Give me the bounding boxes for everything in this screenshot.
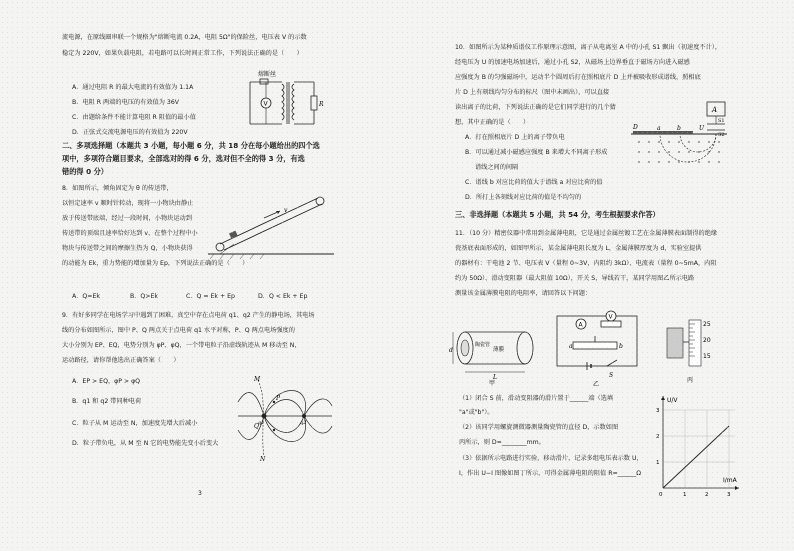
y-tick: 3 (656, 408, 660, 414)
film-label: 薄膜 (493, 347, 505, 353)
caption-bing: 丙 (687, 377, 694, 384)
text-line: 流电源，在原线圈串联一个规格为"熔断电流 0.2A，电阻 5Ω"的保险丝，电压表 V 的示数 (62, 34, 307, 41)
y-axis-label: U/V (667, 397, 678, 404)
y-tick: 2 (656, 434, 660, 440)
point-p-label: P (276, 395, 281, 402)
q8-line: 的动能为 Ek，重力势能的增加量为 Ep，下列说法正确的是（ ） (62, 260, 249, 267)
x-tick: 0 (659, 492, 663, 498)
chamber-a-label: A (712, 106, 718, 114)
section-2-heading-cont: 项中，多项符合题目要求，全部选对的得 6 分，选对但不全的得 3 分，有选 (62, 154, 305, 163)
q11-line: 测量该金属薄膜电阻的电阻率，请回答以下问题： (455, 290, 592, 297)
q10-line: 经电压为 U 的加速电场加速后，通过小孔 S2，从磁场上边界垂直于磁场方向进入磁感 (455, 59, 690, 66)
voltage-u-label: U (699, 125, 705, 132)
micrometer-figure (665, 316, 725, 386)
q10-line: 10．如图所示为某种质谱仪工作原理示意图，离子从电离室 A 中的小孔 S1 飘出（初速度不计）， (455, 44, 722, 51)
plate-d-label: D (633, 124, 638, 131)
q8-line: 传送带的顶端且速率恰好达到 v，在整个过程中小 (62, 230, 198, 237)
q10-option-a: A．打在照相底片 D 上的离子带负电 (465, 134, 565, 141)
line-b-label: b (677, 125, 681, 132)
q10-option-b: B．可以通过减小磁感应强度 B 来增大不同离子形成 (465, 149, 608, 156)
q11-sub: （1）闭合 S 前，滑动变阻器的滑片置于______端（选填 (459, 395, 614, 402)
q9-line: 大小分别为 EP、EQ，电势分别为 φP、φQ，一个带电粒子沿虚线轨迹从 M 移动至 N， (62, 342, 301, 349)
slit-s2-label: S2 (718, 132, 725, 138)
q11-sub: （2）该同学用螺旋测微器测量陶瓷管的直径 D，示数如图 (459, 424, 619, 431)
right-page (397, 0, 794, 551)
q9-line: 9．有好多同学在电场学习中遇到了困难，真空中存在点电荷 q1、q2 产生的静电场，其电场 (62, 312, 315, 319)
point-m-label: M (254, 376, 261, 383)
section-2-heading: 二、多项选择题（本题共 3 小题，每小题 6 分，共 18 分在每小题给出的四个选 (62, 141, 320, 150)
q10-line: 应强度为 B 的匀强磁场中，运动半个圆周后打在照相底片 D 上并被吸收形成谱线，照相底 (455, 74, 701, 81)
option-a: A．通过电阻 R 的最大电流的有效值为 1.1A (72, 84, 194, 91)
ceramic-label: 陶瓷管 (475, 342, 491, 348)
charge-q2-label: q2 (300, 420, 307, 426)
q8-option-d: D．Q < Ek + Ep (258, 293, 308, 300)
x-axis-label: I/mA (723, 477, 737, 484)
diameter-d-label: d (449, 347, 453, 354)
point-q-label: Q (254, 423, 259, 430)
q11-sub: I，作出 U−I 图像如图丁所示，可得金属薄电阻的阻值 R=______Ω (459, 470, 641, 477)
option-c: C．由题给条件不能计算电阻 R 阻值的最小值 (72, 114, 196, 121)
q10-option-d: D．所打上各刻线对应比荷的值是不均匀的 (465, 194, 582, 201)
scale-15-label: 15 (703, 353, 711, 360)
length-l-label: L (493, 374, 497, 381)
q11-sub: 丙所示，则 D=________mm。 (459, 439, 545, 446)
q8-option-c: C．Q = Ek + Ep (186, 293, 235, 300)
caption-yi: 乙 (593, 381, 600, 388)
q11-sub: "a"或"b"）。 (459, 409, 494, 416)
q11-line: 的器材有：干电池 2 节、电压表 V（量程 0~3V，内阻约 3kΩ）、电流表（量程 0~5mA，内阻 (455, 260, 717, 267)
q10-line: 读出离子的比荷，下列说法正确的是它们同学进行的几个猜 (455, 104, 616, 111)
option-b: B．电阻 R 两端的电压的有效值为 36V (72, 99, 179, 106)
line-a-label: a (657, 125, 661, 132)
option-d: D．正弦式交流电源电压的有效值为 220V (72, 129, 188, 136)
terminal-b-label: b (619, 343, 623, 350)
x-tick: 3 (727, 492, 731, 498)
q8-line: 以恒定速率 v 顺时针转动，现将一小物块由静止 (62, 200, 194, 207)
q9-option-d: D．粒子带负电，从 M 至 N 它的电势能先变小后变大 (72, 440, 219, 447)
velocity-label: v (284, 207, 288, 214)
section-2-heading-cont2: 错的得 0 分） (62, 167, 108, 176)
x-tick: 2 (705, 492, 709, 498)
voltmeter2-label: V (608, 313, 613, 321)
resistor-label: R (319, 101, 324, 108)
scale-20-label: 20 (703, 337, 711, 344)
fuse-label: 熔断丝 (258, 71, 277, 78)
q8-line: 8．如图所示，倾角固定为 θ 的传送带， (62, 185, 173, 192)
u-i-graph (651, 392, 743, 498)
q11-line: 约为 50Ω）、滑动变阻器（最大阻值 10Ω），开关 S，导线若干，某同学用图乙所示电路 (455, 275, 695, 282)
q11-line: 11．（10 分）精密仪器中常用到金属薄电阻，它是通过金属丝镀工艺在金属薄膜表面制得的绝缘 (455, 230, 718, 237)
q10-line: 想，其中正确的是（ ） (455, 119, 530, 126)
q8-line: 物块与传送带之间的摩擦生热为 Q，小物块获得 (62, 245, 193, 252)
transformer-figure (248, 68, 326, 136)
ammeter-label: A (578, 321, 583, 329)
x-tick: 1 (683, 492, 687, 498)
voltmeter-label: V (263, 100, 268, 108)
slit-s1-label: S1 (718, 118, 725, 124)
field-lines-figure (234, 372, 334, 462)
q9-line: 运动路径，请你帮他选出正确答案（ ） (62, 357, 180, 364)
terminal-a-label: a (569, 343, 573, 350)
q9-option-c: C．粒子从 M 运动至 N，加速度先增大后减小 (72, 420, 198, 427)
q10-line: 片 D 上有刻线均匀分布的标尺（图中未画出），可以直接 (455, 89, 610, 96)
conveyor-figure (206, 188, 336, 263)
q10-option-c: C．谱线 b 对应比荷的值大于谱线 a 对应比荷的值 (465, 179, 603, 186)
q8-option-b: B．Q>Ek (130, 293, 158, 300)
y-tick: 1 (656, 460, 660, 466)
circuit-figure (547, 302, 657, 388)
mass-spectrometer-figure (629, 100, 729, 168)
q8-line: 放于传送带底端，经过一段时间，小物块运动到 (62, 215, 192, 222)
page-number: 3 (198, 490, 202, 497)
switch-s-label: S (609, 372, 614, 379)
q8-option-a: A．Q=Ek (72, 293, 100, 300)
scale-25-label: 25 (703, 321, 711, 328)
text-line: 稳定为 220V，如果负载电阻，若电路可以长时间正常工作，下列说法正确的是（ ） (62, 50, 303, 57)
section-3-heading: 三、非选择题（本题共 5 小题，共 54 分，考生根据要求作答） (455, 210, 660, 219)
ceramic-tube-figure (449, 316, 539, 386)
q9-option-b: B．q1 和 q2 带同种电荷 (72, 398, 142, 405)
q11-line: 瓷基底表面形成的，如图甲所示，某金属薄电阻长度为 L，金属薄膜厚度为 d，实验室提供 (455, 245, 702, 252)
q9-option-a: A．EP > EQ，φP > φQ (72, 378, 141, 385)
point-n-label: N (260, 456, 266, 462)
q11-sub: （3）依据所示电路进行实验，移动滑片，记录多组电压表示数 U， (459, 455, 643, 462)
caption-jia: 甲 (489, 380, 496, 386)
charge-q1-label: q1 (258, 420, 265, 426)
q9-line: 线的分布如图所示，图中 P、Q 两点关于点电荷 q1 水平对称，P、Q 两点电场强度的 (62, 327, 295, 334)
q10-option-b-cont: 谱线之间的间隔 (475, 164, 519, 171)
